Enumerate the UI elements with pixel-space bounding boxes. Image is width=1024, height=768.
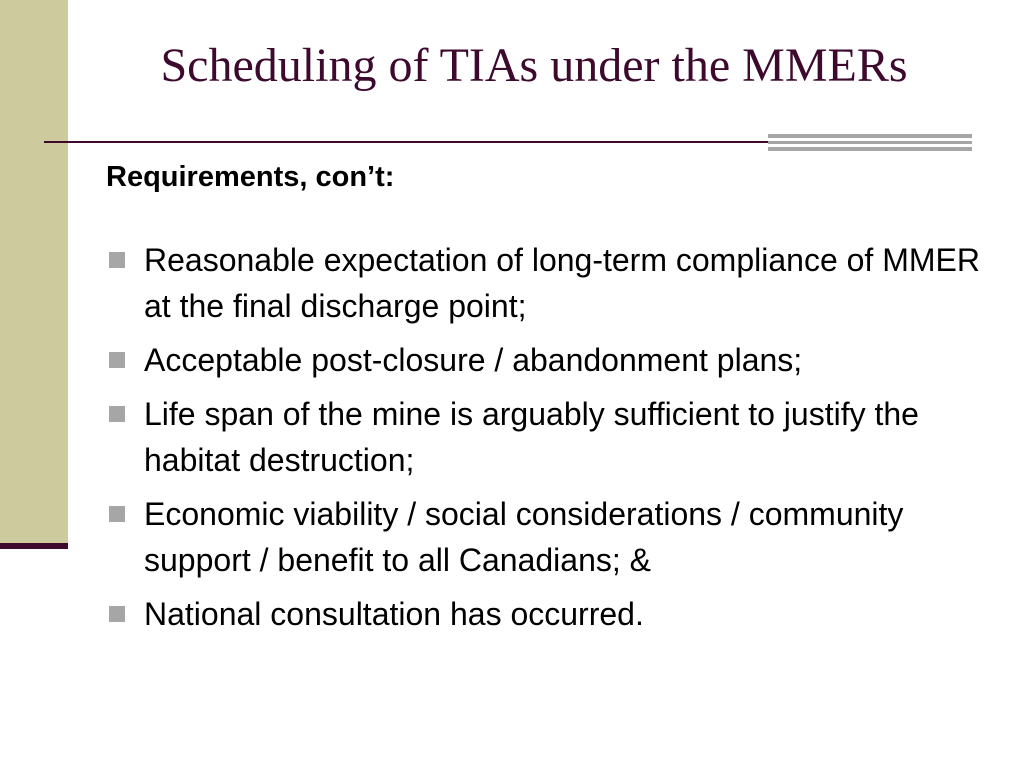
bullet-list — [106, 237, 1006, 645]
left-bar-underline — [0, 543, 68, 549]
bullet-item — [106, 491, 1006, 583]
square-bullet-icon — [109, 252, 125, 268]
bullet-text: Reasonable expectation of long-term compliance of MMER at the final discharge point; — [144, 242, 980, 324]
square-bullet-icon — [109, 352, 125, 368]
bullet-text: Economic viability / social considerations / community support / benefit to all Canadians; & — [144, 496, 904, 578]
bullet-text: National consultation has occurred. — [144, 596, 644, 632]
divider-accent-stripes — [768, 134, 972, 151]
bullet-item — [106, 591, 1006, 637]
slide-title: Scheduling of TIAs under the MMERs — [160, 39, 908, 92]
slide-subheading: Requirements, con’t: — [106, 161, 395, 193]
bullet-text: Life span of the mine is arguably sufficient to justify the habitat destruction; — [144, 396, 919, 478]
bullet-item — [106, 391, 1006, 483]
bullet-item — [106, 237, 1006, 329]
square-bullet-icon — [109, 406, 125, 422]
bullet-item — [106, 337, 1006, 383]
bullet-text: Acceptable post-closure / abandonment plans; — [144, 342, 803, 378]
square-bullet-icon — [109, 606, 125, 622]
square-bullet-icon — [109, 506, 125, 522]
